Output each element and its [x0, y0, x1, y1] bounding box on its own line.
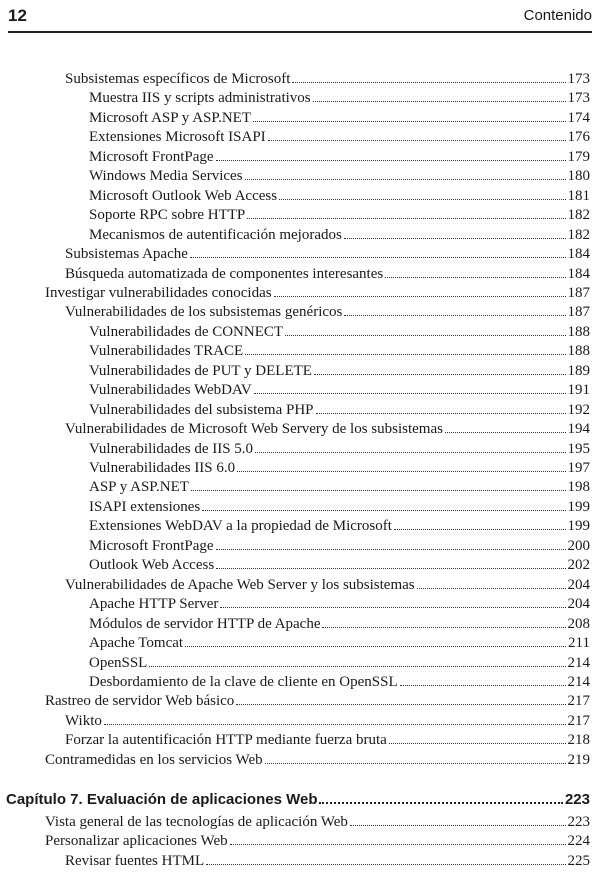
toc-entry-page: 194	[567, 421, 590, 438]
dot-leader	[344, 238, 566, 239]
toc-entry-page: 173	[567, 90, 590, 107]
dot-leader	[230, 844, 566, 845]
toc-entry	[89, 167, 590, 186]
toc-entry	[89, 615, 590, 634]
dot-leader	[265, 763, 566, 764]
dot-leader	[254, 393, 566, 394]
toc-entry	[65, 70, 590, 89]
dot-leader	[400, 685, 566, 686]
toc-entry	[89, 381, 590, 400]
toc-entry-title: Revisar fuentes HTML	[65, 852, 205, 869]
toc-entry-page: 189	[567, 362, 590, 379]
toc-entry	[89, 556, 590, 575]
toc-entry-page: 204	[567, 576, 590, 593]
toc-entry	[89, 401, 590, 420]
toc-entry-page: 214	[567, 673, 590, 690]
dot-leader	[185, 646, 566, 647]
dot-leader	[350, 825, 566, 826]
dot-leader	[314, 374, 566, 375]
toc-entry	[45, 692, 590, 711]
dot-leader	[216, 549, 566, 550]
toc-entry	[89, 654, 590, 673]
toc-entry-page: 184	[567, 246, 590, 263]
toc-entry-title: ASP y ASP.NET	[89, 479, 189, 496]
toc-entry-page: 174	[567, 109, 590, 126]
toc-entry	[89, 478, 590, 497]
dot-leader	[191, 490, 566, 491]
dot-leader	[279, 199, 565, 200]
toc-entry-title: Vulnerabilidades de Apache Web Server y los subsistemas	[65, 576, 415, 593]
toc-entry-title: Microsoft FrontPage	[89, 537, 214, 554]
toc-entry-title: Extensiones WebDAV a la propiedad de Microsoft	[89, 518, 392, 535]
toc-entry-title: Vulnerabilidades IIS 6.0	[89, 460, 236, 476]
toc-entry-title: Apache HTTP Server	[89, 596, 219, 613]
dot-leader	[245, 354, 565, 355]
toc-entry-title: Subsistemas Apache	[65, 246, 188, 263]
toc-entry-title: Contramedidas en los servicios Web	[45, 751, 263, 768]
toc-entry	[89, 498, 590, 517]
toc-entry-page: 192	[567, 401, 590, 418]
toc-entry-page: 197	[567, 460, 590, 476]
toc-entry-page: 188	[567, 323, 590, 340]
dot-leader	[220, 607, 565, 608]
toc-entry-title: Mecanismos de autentificación mejorados	[89, 226, 342, 243]
toc-entry	[89, 362, 590, 381]
running-head: Contenido	[523, 7, 592, 24]
toc-entry-title: Búsqueda automatizada de componentes interesantes	[65, 265, 384, 282]
header-rule	[8, 31, 592, 33]
toc-entry-title: ISAPI extensiones	[89, 498, 201, 515]
dot-leader	[274, 296, 566, 297]
toc-entry-page: 217	[567, 693, 590, 710]
toc-entry	[65, 420, 590, 439]
toc-entry-page: 199	[567, 518, 590, 535]
dot-leader	[216, 568, 565, 569]
toc-entry-page: 182	[567, 207, 590, 224]
toc-entry	[89, 673, 590, 692]
dot-leader	[322, 627, 565, 628]
dot-leader	[313, 101, 566, 102]
toc-entry	[89, 342, 590, 361]
toc-entry-title: Vulnerabilidades de IIS 5.0	[89, 440, 254, 457]
toc-entry-page: 187	[567, 284, 590, 301]
toc-entry-page: 208	[567, 615, 590, 632]
toc-entry-title: Vulnerabilidades de Microsoft Web Servery de los subsistemas	[65, 421, 443, 438]
dot-leader	[417, 588, 566, 589]
chapter-title: Capítulo 7. Evaluación de aplicaciones Web	[6, 791, 318, 808]
toc-entry-page: 179	[567, 148, 590, 165]
toc-entry	[89, 459, 590, 478]
page-header	[8, 6, 592, 30]
toc-entry	[89, 440, 590, 459]
toc-entry-page: 195	[567, 440, 590, 457]
toc-entry	[89, 187, 590, 206]
toc-entry-page: 199	[567, 498, 590, 515]
toc-entry-title: Desbordamiento de la clave de cliente en OpenSSL	[89, 673, 398, 690]
toc-entry-title: Forzar la autentificación HTTP mediante fuerza bruta	[65, 732, 387, 749]
dot-leader	[245, 179, 566, 180]
toc-entry-page: 188	[567, 343, 590, 360]
toc-entry-page: 184	[567, 265, 590, 282]
toc-entry-page: 187	[567, 304, 590, 321]
toc-entry	[89, 634, 590, 653]
toc-entry-page: 219	[567, 751, 590, 768]
dot-leader	[253, 121, 566, 122]
dot-leader	[385, 277, 565, 278]
dot-leader	[255, 452, 565, 453]
toc-entry-title: Rastreo de servidor Web básico	[45, 693, 235, 710]
toc-entry	[89, 537, 590, 556]
toc-entry-title: Vulnerabilidades de PUT y DELETE	[89, 362, 312, 379]
toc-entry	[65, 303, 590, 322]
dot-leader	[247, 218, 565, 219]
dot-leader	[394, 529, 566, 530]
toc-entry-title: Outlook Web Access	[89, 557, 215, 574]
toc-entry	[65, 731, 590, 750]
toc-entry	[89, 595, 590, 614]
dot-leader	[344, 315, 565, 316]
toc-entry-title: Muestra IIS y scripts administrativos	[89, 90, 311, 107]
toc-entry	[45, 813, 590, 832]
toc-entry-title: OpenSSL	[89, 654, 148, 671]
toc-entry-page: 191	[567, 382, 590, 399]
dot-leader	[316, 413, 566, 414]
toc-entry	[65, 852, 590, 871]
toc-entry-title: Wikto	[65, 712, 102, 729]
toc-entry	[89, 89, 590, 108]
toc-entry-page: 202	[567, 557, 590, 574]
toc-entry-title: Subsistemas específicos de Microsoft	[65, 71, 291, 87]
toc-entry-page: 218	[567, 732, 590, 749]
toc-entry	[65, 712, 590, 731]
toc-entry	[45, 284, 590, 303]
toc-entry	[89, 206, 590, 225]
toc-entry-title: Microsoft ASP y ASP.NET	[89, 109, 251, 126]
toc-entry-page: 211	[568, 635, 590, 652]
toc-entry-title: Módulos de servidor HTTP de Apache	[89, 615, 321, 632]
dot-leader	[319, 802, 562, 804]
toc-entry	[89, 323, 590, 342]
dot-leader	[237, 471, 565, 472]
dot-leader	[445, 432, 566, 433]
toc-entry-title: Vulnerabilidades de los subsistemas genéricos	[65, 304, 343, 321]
dot-leader	[206, 864, 565, 865]
toc-entry-title: Windows Media Services	[89, 168, 243, 185]
toc-entry-page: 198	[567, 479, 590, 496]
toc-entry	[65, 245, 590, 264]
toc-entry-page: 204	[567, 596, 590, 613]
toc-entry-page: 176	[567, 129, 590, 146]
toc-entry-page: 214	[567, 654, 590, 671]
toc-entry-title: Investigar vulnerabilidades conocidas	[45, 284, 272, 301]
toc-entry	[89, 109, 590, 128]
toc-entry-page: 200	[567, 537, 590, 554]
toc-entry	[89, 148, 590, 167]
dot-leader	[285, 335, 565, 336]
dot-leader	[149, 666, 565, 667]
toc-entry	[45, 832, 590, 851]
toc-entry-page: 217	[567, 712, 590, 729]
chapter-page: 223	[564, 791, 590, 808]
dot-leader	[202, 510, 565, 511]
dot-leader	[236, 704, 565, 705]
toc-entry-page: 181	[567, 187, 590, 204]
toc-entry-page: 182	[567, 226, 590, 243]
toc-entry-title: Soporte RPC sobre HTTP	[89, 207, 246, 224]
toc-entry-title: Vulnerabilidades WebDAV	[89, 382, 252, 399]
toc-entry-page: 173	[567, 71, 590, 87]
dot-leader	[190, 257, 566, 258]
toc-entry-title: Microsoft Outlook Web Access	[89, 187, 278, 204]
chapter-heading	[6, 790, 590, 810]
dot-leader	[292, 82, 565, 83]
dot-leader	[268, 140, 566, 141]
toc-entry-title: Extensiones Microsoft ISAPI	[89, 129, 266, 146]
dot-leader	[216, 160, 566, 161]
toc-entry-page: 223	[567, 814, 590, 830]
toc-entry	[89, 517, 590, 536]
toc-entry-title: Personalizar aplicaciones Web	[45, 833, 228, 850]
toc-entry	[45, 751, 590, 770]
toc-entry	[89, 226, 590, 245]
toc-entry	[65, 576, 590, 595]
toc-entry-title: Vulnerabilidades TRACE	[89, 343, 244, 360]
toc-entry-title: Vulnerabilidades de CONNECT	[89, 323, 284, 340]
toc-entry-page: 180	[567, 168, 590, 185]
dot-leader	[389, 743, 566, 744]
toc-entry-page: 224	[567, 833, 590, 850]
toc-entry	[65, 265, 590, 284]
page-number: 12	[8, 6, 27, 25]
toc-entry-title: Vista general de las tecnologías de aplicación Web	[45, 814, 348, 830]
toc-entry	[89, 128, 590, 147]
toc-entry-title: Apache Tomcat	[89, 635, 184, 652]
toc-entry-title: Microsoft FrontPage	[89, 148, 214, 165]
toc-entry-page: 225	[567, 852, 590, 869]
toc-entry-title: Vulnerabilidades del subsistema PHP	[89, 401, 314, 418]
dot-leader	[104, 724, 566, 725]
